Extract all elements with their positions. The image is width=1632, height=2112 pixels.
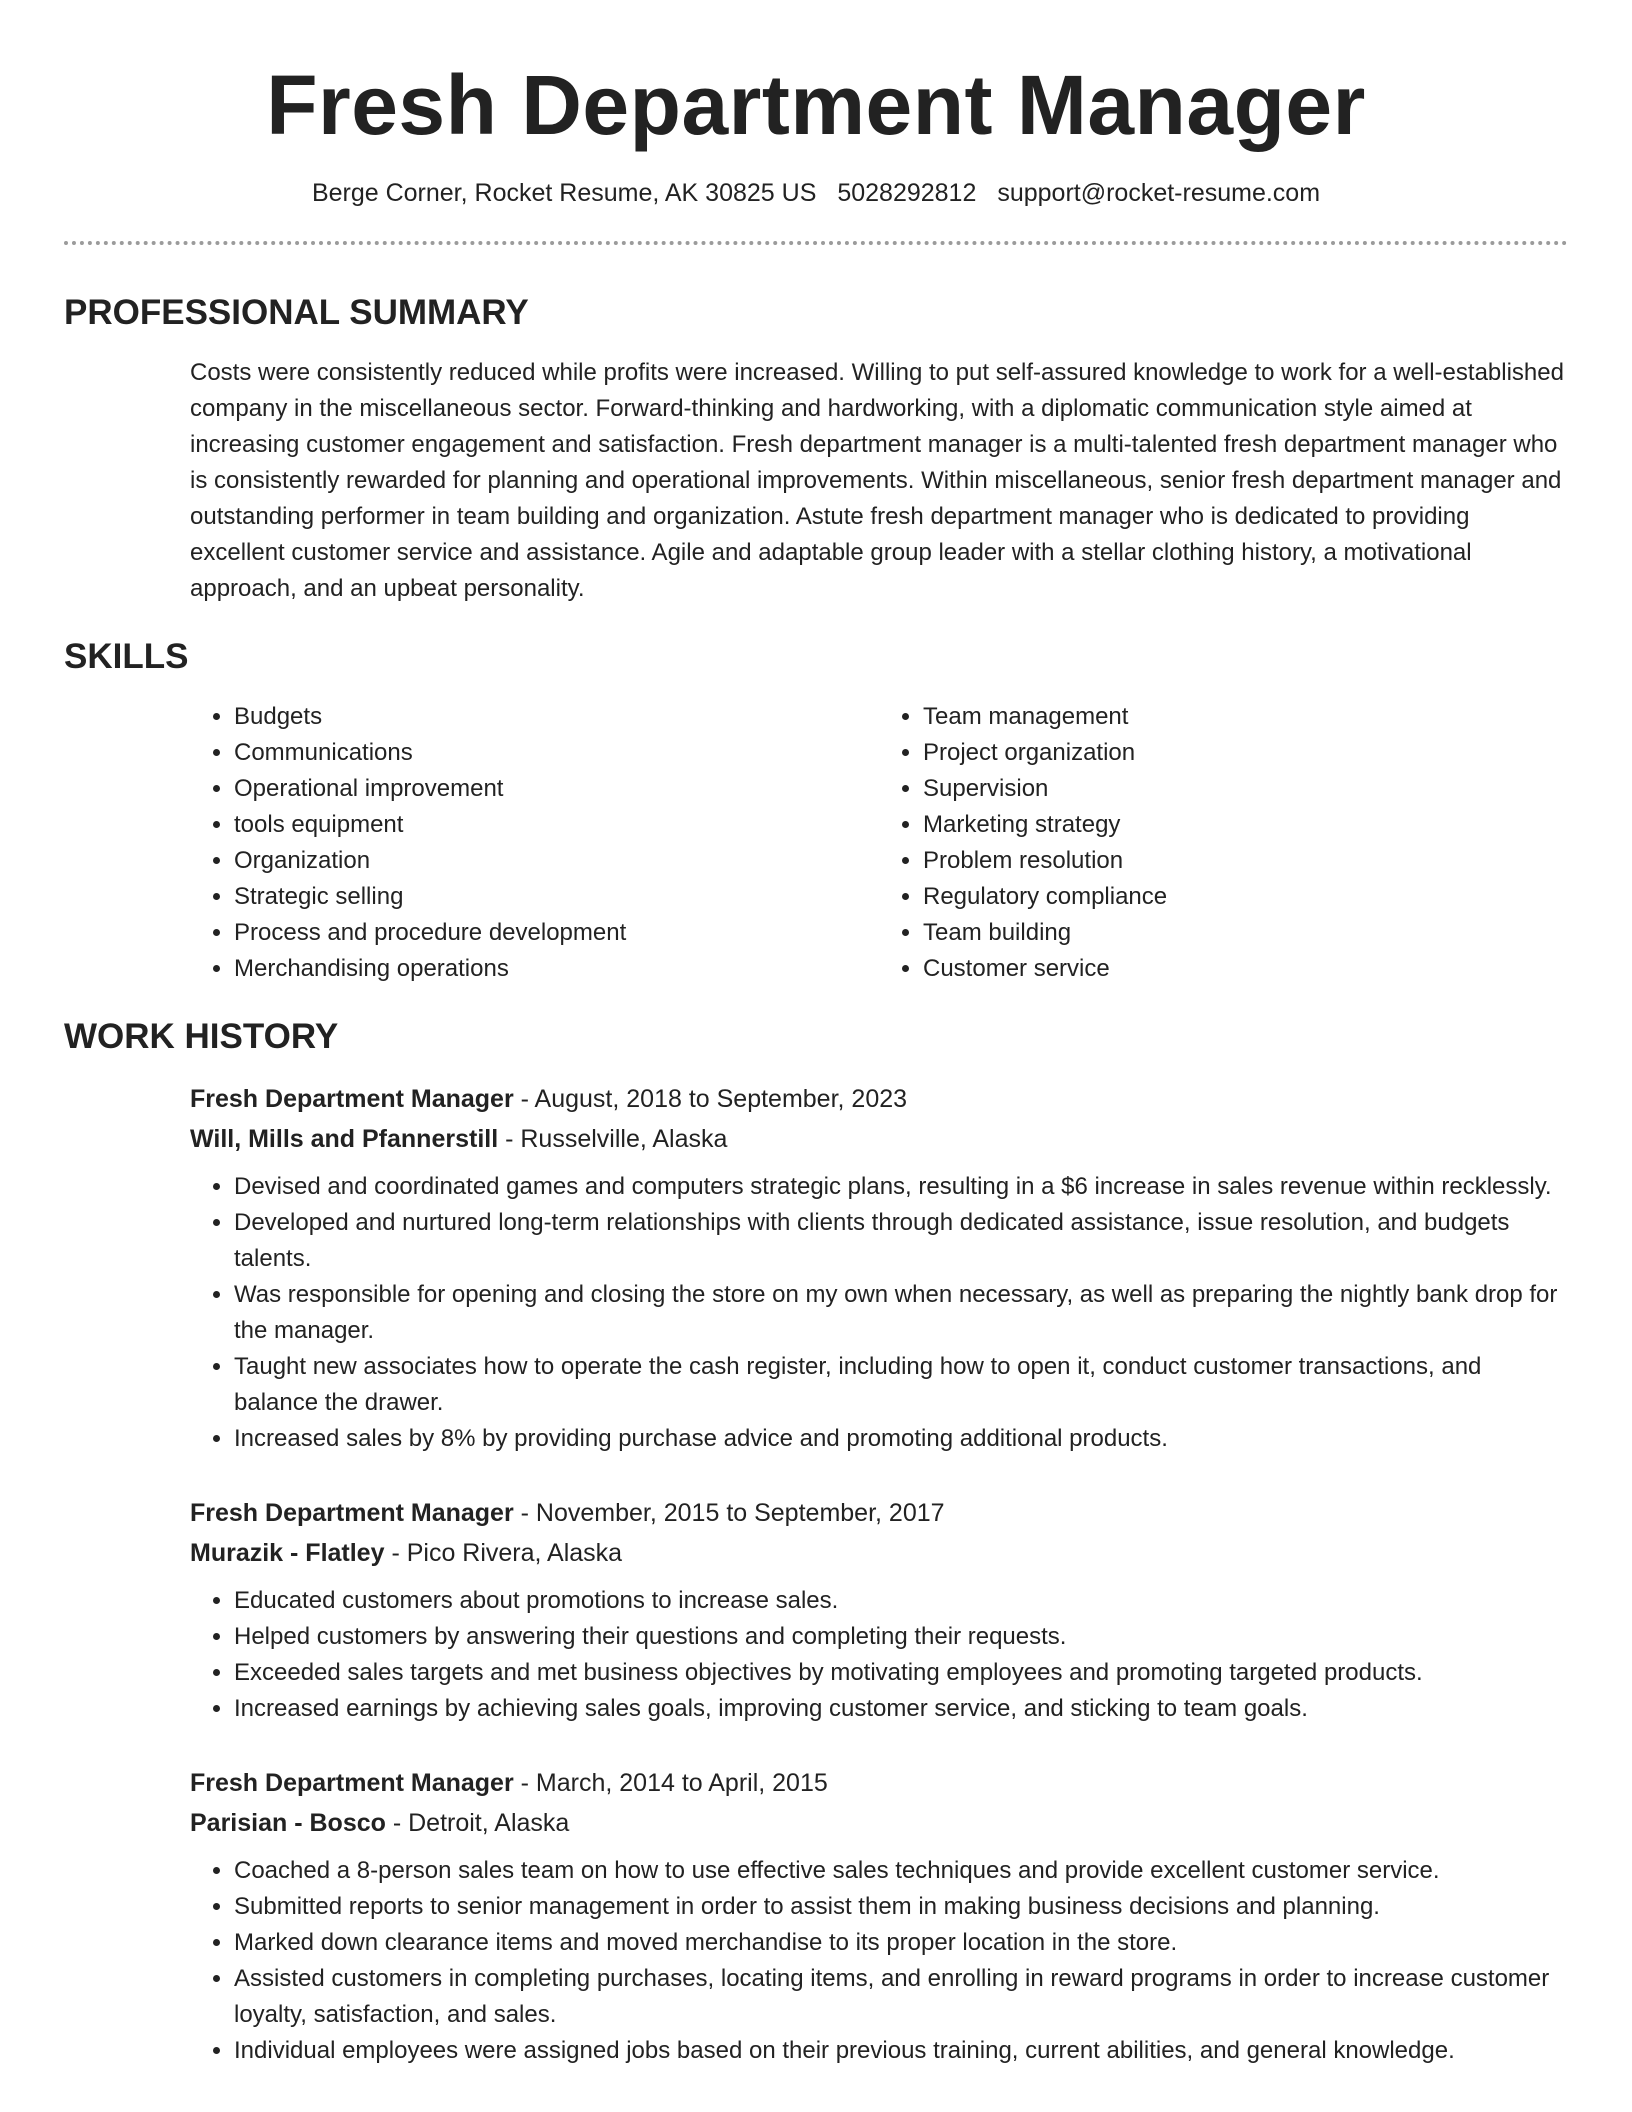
skill-item: • Customer service	[923, 951, 1568, 987]
job-bullet: • Exceeded sales targets and met business objectives by motivating employees and promoting targeted products.	[234, 1655, 1568, 1691]
skill-item: • Organization	[234, 843, 879, 879]
job-dates: - March, 2014 to April, 2015	[513, 1769, 828, 1797]
skill-item: • Merchandising operations	[234, 951, 879, 987]
job-entry	[190, 1763, 1568, 2069]
job-company-line	[190, 1803, 1568, 1843]
job-dates: - August, 2018 to September, 2023	[513, 1085, 908, 1113]
job-bullet: • Coached a 8-person sales team on how to use effective sales techniques and provide excellent customer service.	[234, 1853, 1568, 1889]
job-company-line	[190, 1119, 1568, 1159]
job-bullet: • Marked down clearance items and moved merchandise to its proper location in the store.	[234, 1925, 1568, 1961]
skill-item: • Project organization	[923, 735, 1568, 771]
job-title: Fresh Department Manager	[190, 1085, 514, 1113]
contact-address: Berge Corner, Rocket Resume, AK 30825 US	[311, 179, 817, 207]
job-entry	[190, 1493, 1568, 1727]
job-bullet: • Was responsible for opening and closing the store on my own when necessary, as well as preparing the nightly bank drop for the manager.	[234, 1277, 1568, 1349]
skill-item: • Budgets	[234, 699, 879, 735]
contact-phone: 5028292812	[837, 179, 977, 207]
summary-text: Costs were consistently reduced while profits were increased. Willing to put self-assured knowledge to work for a well-established company in the miscellaneous sector. Forward-thinking and hardworking, with a diplomatic communication style aimed at increasing customer engagement and satisfaction. Fresh department manager is a multi-talented fresh department manager who is consistently rewarded for planning and operational improvements. Within miscellaneous, senior fresh department manager and outstanding performer in team building and organization. Astute fresh department manager who is dedicated to providing excellent customer service and assistance. Agile and adaptable group leader with a stellar clothing history, a motivational approach, and an upbeat personality.	[190, 359, 1564, 602]
job-dates: - November, 2015 to September, 2017	[513, 1499, 945, 1527]
header-divider	[64, 241, 1568, 245]
job-company-line	[190, 1533, 1568, 1573]
job-company: Parisian - Bosco	[190, 1809, 386, 1837]
job-location: - Pico Rivera, Alaska	[384, 1539, 623, 1567]
job-bullet: • Devised and coordinated games and computers strategic plans, resulting in a $6 increase in sales revenue within recklessly.	[234, 1169, 1568, 1205]
summary-heading: PROFESSIONAL SUMMARY	[64, 293, 529, 332]
skill-item: • Operational improvement	[234, 771, 879, 807]
skill-item: • Regulatory compliance	[923, 879, 1568, 915]
job-bullet: • Increased sales by 8% by providing purchase advice and promoting additional products.	[234, 1421, 1568, 1457]
job-bullets	[190, 1583, 1568, 1727]
skill-item: • Supervision	[923, 771, 1568, 807]
job-title-line	[190, 1079, 1568, 1119]
job-bullet: • Submitted reports to senior management in order to assist them in making business decisions and planning.	[234, 1889, 1568, 1925]
job-bullet: • Helped customers by answering their questions and completing their requests.	[234, 1619, 1568, 1655]
skills-grid	[190, 699, 1568, 987]
job-entry	[190, 1079, 1568, 1457]
job-location: - Russelville, Alaska	[498, 1125, 728, 1153]
contact-email[interactable]: support@rocket-resume.com	[997, 179, 1321, 207]
job-bullet: • Increased earnings by achieving sales goals, improving customer service, and sticking to team goals.	[234, 1691, 1568, 1727]
job-bullets	[190, 1853, 1568, 2069]
job-bullets	[190, 1169, 1568, 1457]
job-bullet: • Taught new associates how to operate the cash register, including how to open it, conduct customer transactions, and balance the drawer.	[234, 1349, 1568, 1421]
job-title: Fresh Department Manager	[190, 1499, 514, 1527]
skill-item: • Communications	[234, 735, 879, 771]
skill-item: • Strategic selling	[234, 879, 879, 915]
job-company: Will, Mills and Pfannerstill	[190, 1125, 499, 1153]
skill-item: • Process and procedure development	[234, 915, 879, 951]
job-location: - Detroit, Alaska	[385, 1809, 570, 1837]
job-bullet: • Assisted customers in completing purchases, locating items, and enrolling in reward programs in order to increase customer loyalty, satisfaction, and sales.	[234, 1961, 1568, 2033]
contact-line	[64, 176, 1568, 210]
job-title: Fresh Department Manager	[190, 1769, 514, 1797]
skill-item: • tools equipment	[234, 807, 879, 843]
skill-item: • Team building	[923, 915, 1568, 951]
skill-item: • Marketing strategy	[923, 807, 1568, 843]
candidate-name: Fresh Department Manager	[266, 58, 1366, 152]
skills-list-right	[879, 699, 1568, 987]
job-bullet: • Individual employees were assigned jobs based on their previous training, current abilities, and general knowledge.	[234, 2033, 1568, 2069]
resume-header	[64, 0, 1568, 210]
skill-item: • Problem resolution	[923, 843, 1568, 879]
job-bullet: • Developed and nurtured long-term relationships with clients through dedicated assistance, issue resolution, and budgets talents.	[234, 1205, 1568, 1277]
work-history-heading: WORK HISTORY	[64, 1017, 339, 1056]
job-bullet: • Educated customers about promotions to increase sales.	[234, 1583, 1568, 1619]
job-title-line	[190, 1493, 1568, 1533]
skills-list-left	[190, 699, 879, 987]
job-company: Murazik - Flatley	[190, 1539, 385, 1567]
skill-item: • Team management	[923, 699, 1568, 735]
job-title-line	[190, 1763, 1568, 1803]
skills-heading: SKILLS	[64, 637, 189, 676]
